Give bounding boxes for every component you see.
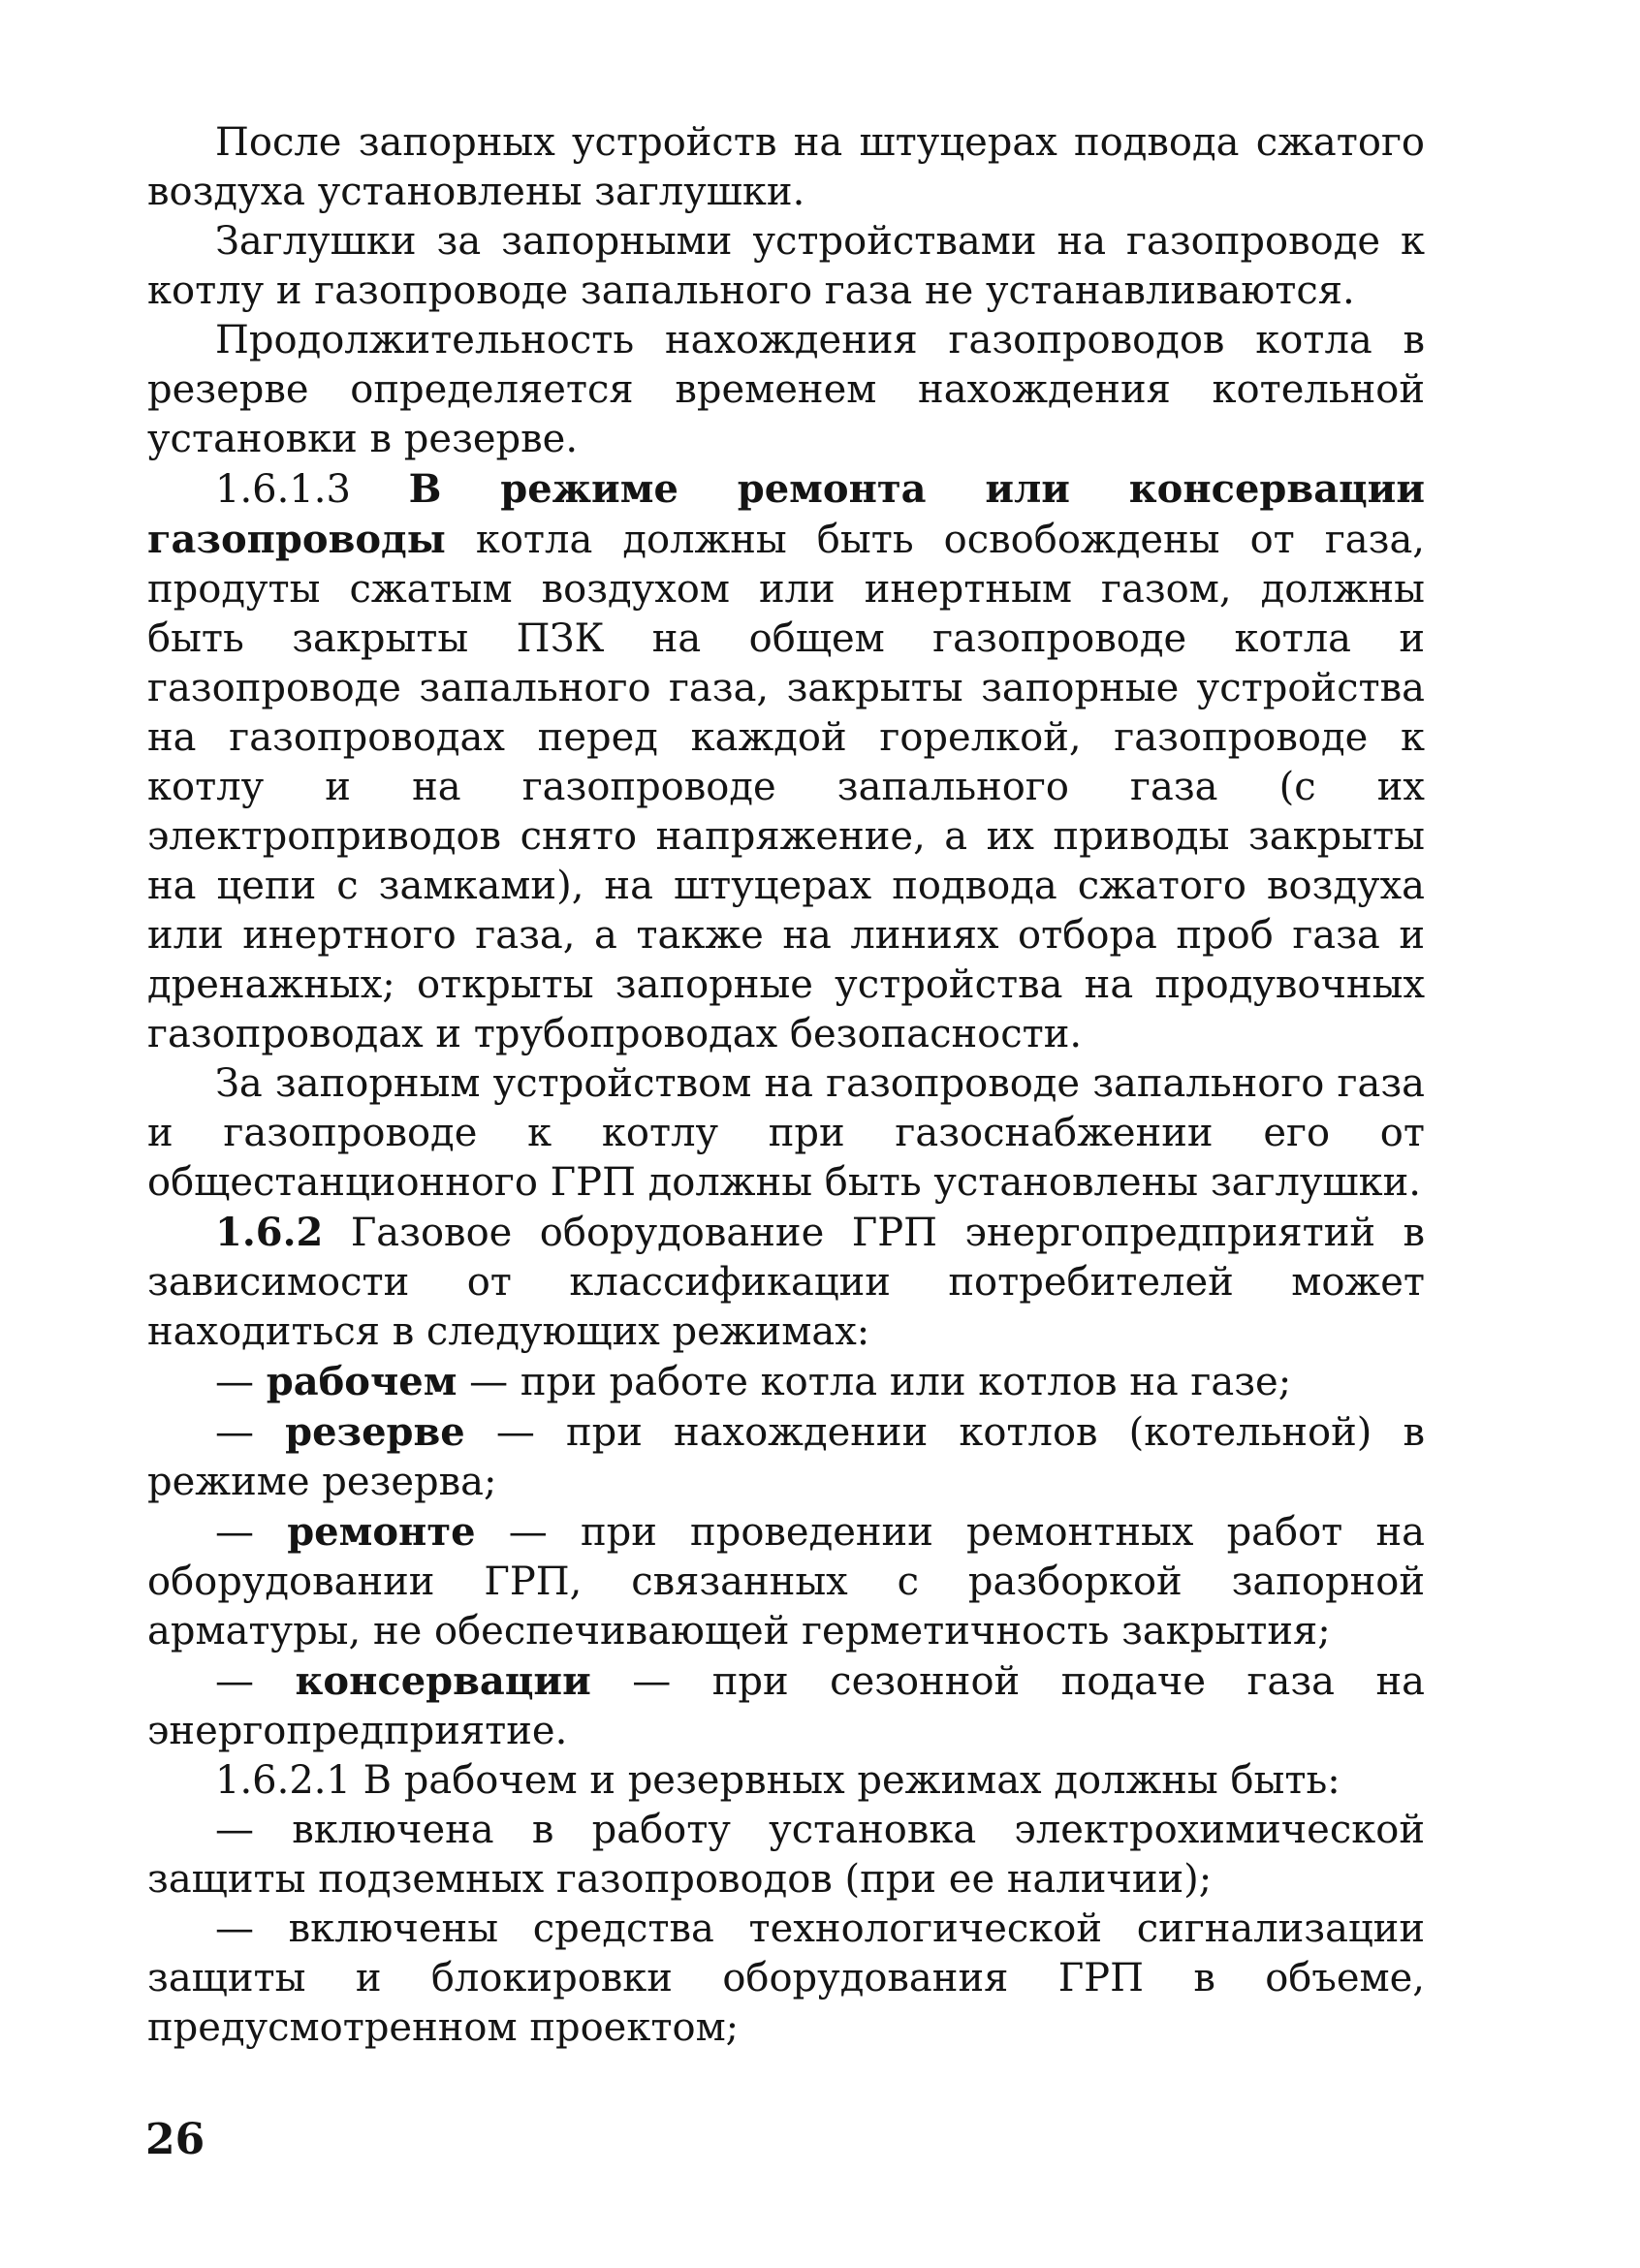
section-text: Газовое оборудование ГРП энергопредприятий в зависимости от классификации потребителей может находиться в следующих режимах:	[147, 1211, 1425, 1354]
list-dash: —	[215, 1659, 296, 1704]
list-item-ecp: — включена в работу установка электрохимической защиты подземных газопроводов (при ее наличии);	[147, 1808, 1425, 1902]
paragraph-1-6-1-3	[147, 464, 1425, 1059]
paragraph-3: Продолжительность нахождения газопроводов котла в резерве определяется временем нахождения котельной установки в резерве.	[147, 318, 1425, 461]
list-dash: —	[215, 1360, 267, 1404]
list-term: резерве	[285, 1409, 465, 1455]
list-item-repair	[147, 1507, 1425, 1656]
section-heading: В режиме ремонта или консервации газопроводы	[147, 466, 1426, 562]
list-item-conservation	[147, 1656, 1425, 1756]
list-term: консервации	[295, 1658, 591, 1704]
list-text: — при проведении ремонтных работ на оборудовании ГРП, связанных с разборкой запорной арматуры, не обеспечивающей герметичность закрытия;	[147, 1510, 1426, 1654]
page-number: 26	[145, 2115, 205, 2164]
paragraph-5: За запорным устройством на газопроводе запального газа и газопроводе к котлу при газоснабжении его от общестанционного ГРП должны быть установлены заглушки.	[147, 1061, 1425, 1205]
list-item-signaling: — включены средства технологической сигнализации защиты и блокировки оборудования ГРП в объеме, предусмотренном проектом;	[147, 1906, 1425, 2050]
paragraph-2: Заглушки за запорными устройствами на газопроводе к котлу и газопроводе запального газа не устанавливаются.	[147, 219, 1425, 313]
list-term: рабочем	[266, 1359, 457, 1404]
section-text: котла должны быть освобождены от газа, продуты сжатым воздухом или инертным газом, должны быть закрыты ПЗК на общем газопроводе котла и газопроводе запального газа, закрыты запорные устройства на газопроводах перед каждой горелкой, газопроводе к котлу и на газопроводе запального газа (с их электроприводов снято напряжение, а их приводы закрыты на цепи с замками), на штуцерах подвода сжатого воздуха или инертного газа, а также на линиях отбора проб газа и дренажных; открыты запорные устройства на продувочных газопроводах и трубопроводах безопасности.	[147, 518, 1425, 1056]
paragraph-1-6-2-1: 1.6.2.1 В рабочем и резервных режимах должны быть:	[215, 1758, 1340, 1803]
list-item-reserve	[147, 1407, 1425, 1507]
list-item-working	[147, 1357, 1425, 1407]
page-body	[147, 118, 1425, 2053]
list-text: — при работе котла или котлов на газе;	[457, 1360, 1292, 1404]
paragraph-1-6-2	[147, 1208, 1425, 1357]
list-dash: —	[215, 1510, 288, 1555]
list-text: — при сезонной подаче газа на энергопредприятие.	[147, 1659, 1426, 1753]
section-number: 1.6.1.3	[215, 467, 409, 512]
list-text: — при нахождении котлов (котельной) в режиме резерва;	[147, 1410, 1425, 1504]
list-dash: —	[215, 1410, 286, 1455]
list-term: ремонте	[287, 1509, 476, 1555]
paragraph-1: После запорных устройств на штуцерах подвода сжатого воздуха установлены заглушки.	[147, 120, 1425, 214]
section-number: 1.6.2	[215, 1210, 324, 1255]
